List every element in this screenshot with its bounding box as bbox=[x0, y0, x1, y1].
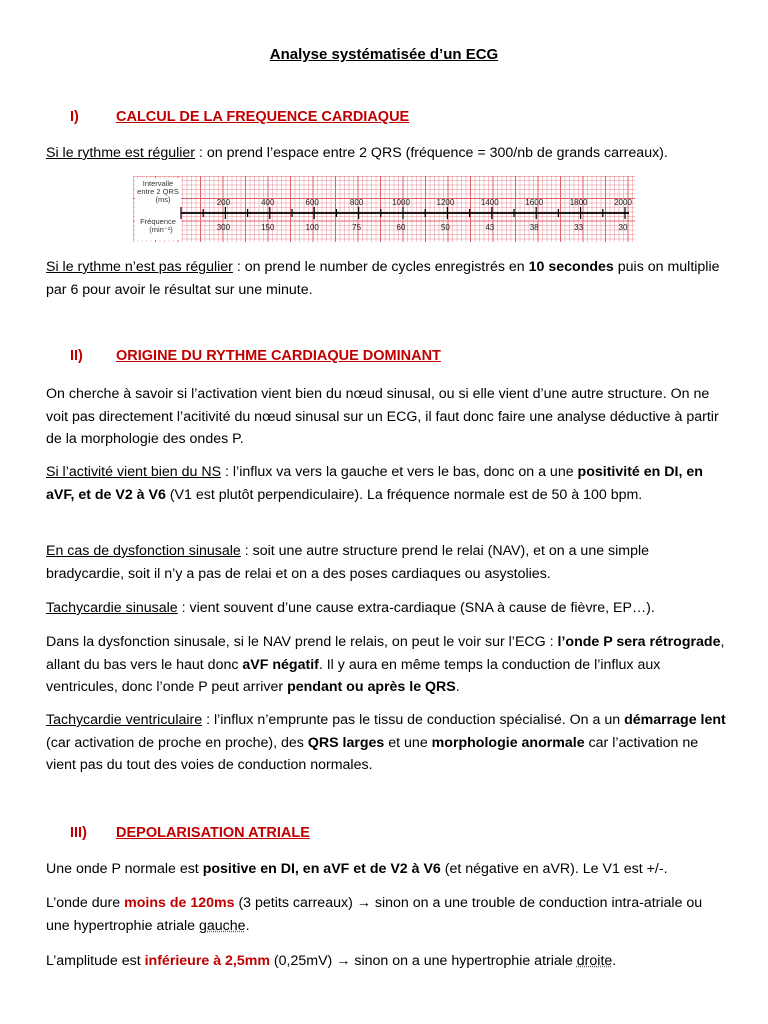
section-heading-1 bbox=[70, 109, 409, 125]
section-number: III) bbox=[70, 825, 87, 841]
ruler-background bbox=[133, 176, 635, 242]
ruler-label-bottom-2: (min⁻¹) bbox=[149, 225, 173, 234]
paragraph-p-amplitude: L’amplitude est inférieure à 2,5mm (0,25mV) → sinon on a une hypertrophie atriale droite. bbox=[46, 953, 617, 969]
ruler-interval-label: 2000 bbox=[614, 198, 632, 207]
paragraph-normal-p-wave: Une onde P normale est positive en DI, en aVF et de V2 à V6 (et négative en aVR). Le V1 est +/-. bbox=[46, 861, 668, 877]
paragraph-regular-rhythm: Si le rythme est régulier : on prend l’espace entre 2 QRS (fréquence = 300/nb de grands carreaux). bbox=[46, 145, 668, 161]
paragraph-sinus-tachycardia: Tachycardie sinusale : vient souvent d’une cause extra-cardiaque (SNA à cause de fièvre, EP…). bbox=[46, 600, 655, 616]
paragraph-intro-sinus: On cherche à savoir si l’activation vient bien du nœud sinusal, ou si elle vient d’une autre structure. On ne voit pas directement l’acitivité du nœud sinusal sur un ECG, il faut donc faire une analyse déductive à partir de la morphologie des ondes P. bbox=[46, 386, 719, 447]
ruler-frequency-label: 100 bbox=[305, 223, 319, 232]
ruler-frequency-label: 30 bbox=[618, 223, 628, 232]
paragraph-nav-relay: Dans la dysfonction sinusale, si le NAV prend le relais, on peut le voir sur l’ECG : l’onde P sera rétrograde, allant du bas vers le haut donc aVF négatif. Il y aura en même temps la conduction de l’influx aux ventricules, donc l’onde P peut arriver pendant ou après le QRS. bbox=[46, 634, 725, 695]
ruler-label-top-2: entre 2 QRS bbox=[137, 187, 179, 196]
ruler-interval-label: 1800 bbox=[569, 198, 588, 207]
ruler-interval-label: 200 bbox=[216, 198, 231, 207]
paragraph-irregular-rhythm: Si le rythme n’est pas régulier : on prend le number de cycles enregistrés en 10 secondes puis on multiplie par 6 pour avoir le résultat sur une minute. bbox=[46, 259, 720, 298]
ruler-interval-label: 1400 bbox=[480, 198, 499, 207]
ruler-frequency-label: 150 bbox=[261, 223, 275, 232]
ruler-interval-label: 1600 bbox=[525, 198, 544, 207]
ruler-interval-label: 1000 bbox=[392, 198, 410, 207]
ruler-frequency-label: 50 bbox=[440, 223, 450, 232]
ruler-frequency-label: 60 bbox=[396, 223, 406, 232]
section-number: II) bbox=[70, 348, 83, 364]
section-number: I) bbox=[70, 109, 79, 125]
ruler-frequency-label: 33 bbox=[574, 223, 584, 232]
ruler-frequency-label: 43 bbox=[485, 223, 495, 232]
section-title: CALCUL DE LA FREQUENCE CARDIAQUE bbox=[116, 109, 410, 125]
paragraph-sinus-dysfunction: En cas de dysfonction sinusale : soit une autre structure prend le relai (NAV), et on a une simple bradycardie, soit il n’y a pas de relai et on a des poses cardiaques ou asystolies. bbox=[46, 543, 650, 582]
paragraph-ventricular-tachycardia: Tachycardie ventriculaire : l’influx n’emprunte pas le tissu de conduction spécialisé. On a un démarrage lent (car activation de proche en proche), des QRS larges et une morphologie anormale car l’activation ne vient pas du tout des voies de conduction normales. bbox=[46, 712, 726, 773]
ruler-frequency-label: 38 bbox=[529, 223, 539, 232]
ruler-label-bottom-1: Fréquence bbox=[140, 217, 176, 226]
ruler-label-top-1: Intervalle bbox=[142, 179, 174, 188]
ruler-label-top-3: (ms) bbox=[155, 195, 171, 204]
ruler-frequency-label: 75 bbox=[352, 223, 362, 232]
section-heading-3 bbox=[70, 825, 310, 841]
paragraph-p-duration: L’onde dure moins de 120ms (3 petits carreaux) → sinon on a une trouble de conduction intra-atriale ou une hypertrophie atriale gauche. bbox=[46, 895, 703, 934]
ecg-ruler-figure bbox=[133, 176, 635, 242]
ruler-interval-label: 400 bbox=[261, 198, 275, 207]
section-heading-2 bbox=[70, 348, 441, 364]
section-title: ORIGINE DU RYTHME CARDIAQUE DOMINANT bbox=[116, 348, 441, 364]
arrow-icon: → bbox=[336, 953, 351, 969]
arrow-icon: → bbox=[356, 895, 371, 911]
section-title: DEPOLARISATION ATRIALE bbox=[116, 825, 310, 841]
paragraph-sinus-activity: Si l’activité vient bien du NS : l’influx va vers la gauche et vers le bas, donc on a une positivité en DI, en aVF, et de V2 à V6 (V1 est plutôt perpendiculaire). La fréquence normale est de 50 à 100 bpm. bbox=[46, 464, 703, 503]
ruler-interval-label: 1200 bbox=[436, 198, 455, 207]
ruler-frequency-label: 300 bbox=[216, 223, 231, 232]
ruler-interval-label: 600 bbox=[305, 198, 319, 207]
ruler-interval-label: 800 bbox=[349, 198, 364, 207]
document-title: Analyse systématisée d’un ECG bbox=[269, 46, 499, 63]
